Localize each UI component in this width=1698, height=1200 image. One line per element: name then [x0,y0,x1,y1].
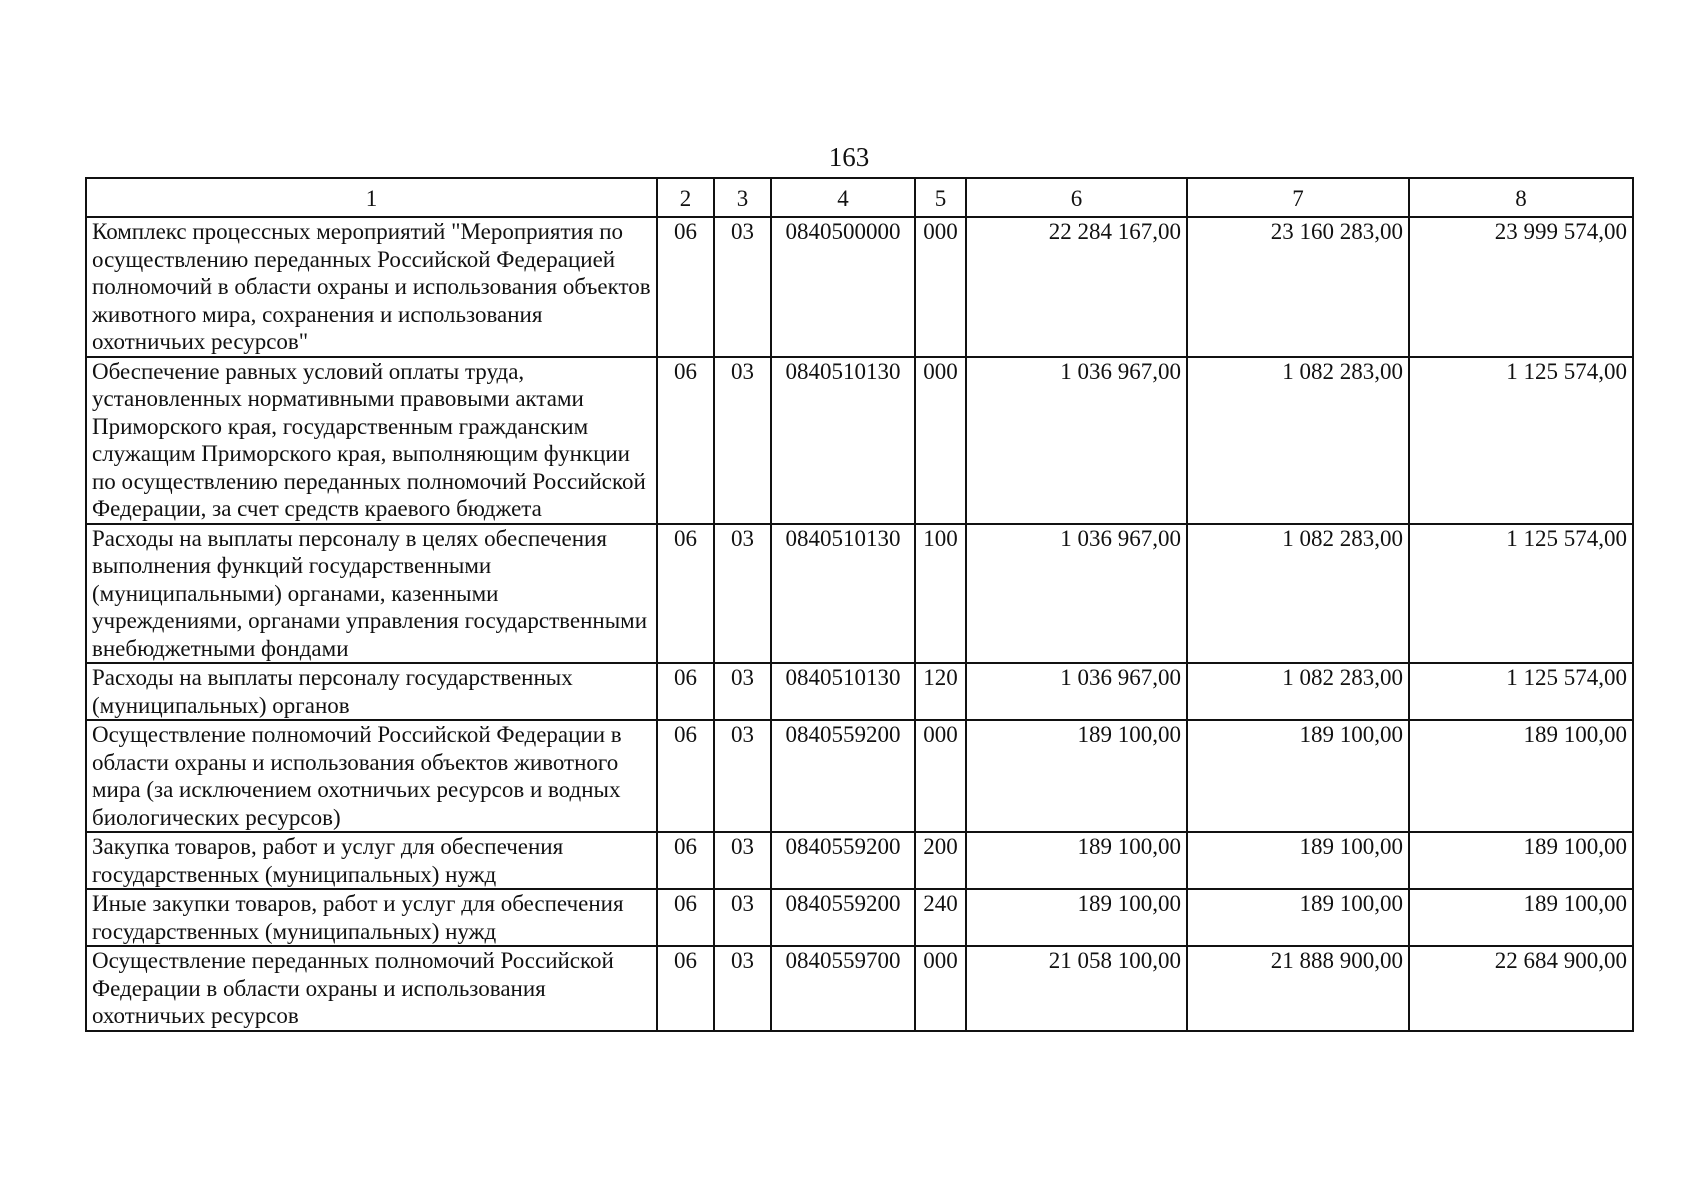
column-header: 4 [771,178,915,217]
row-description: Закупка товаров, работ и услуг для обеспечения государственных (муниципальных) нужд [86,832,657,889]
expense-type-code: 200 [915,832,966,889]
column-header: 3 [714,178,771,217]
section-code: 06 [657,889,714,946]
subsection-code: 03 [714,524,771,664]
expense-type-code: 000 [915,217,966,357]
section-code: 06 [657,720,714,832]
amount-column-8: 23 999 574,00 [1409,217,1633,357]
table-row [86,889,1633,946]
subsection-code: 03 [714,946,771,1031]
expense-type-code: 240 [915,889,966,946]
expense-type-code: 000 [915,720,966,832]
section-code: 06 [657,663,714,720]
amount-column-7: 21 888 900,00 [1187,946,1409,1031]
subsection-code: 03 [714,889,771,946]
amount-column-8: 189 100,00 [1409,720,1633,832]
expense-type-code: 000 [915,946,966,1031]
column-header: 5 [915,178,966,217]
amount-column-7: 23 160 283,00 [1187,217,1409,357]
column-header: 7 [1187,178,1409,217]
expense-type-code: 120 [915,663,966,720]
budget-table [85,177,1634,1032]
amount-column-8: 1 125 574,00 [1409,524,1633,664]
target-article-code: 0840559200 [771,720,915,832]
amount-column-8: 22 684 900,00 [1409,946,1633,1031]
amount-column-7: 1 082 283,00 [1187,663,1409,720]
amount-column-6: 22 284 167,00 [966,217,1187,357]
target-article-code: 0840500000 [771,217,915,357]
header-row [86,178,1633,217]
row-description: Расходы на выплаты персоналу в целях обеспечения выполнения функций государственными (муниципальными) органами, казенными учреждениями, органами управления государственными внебюджетными фондами [86,524,657,664]
amount-column-6: 189 100,00 [966,720,1187,832]
amount-column-8: 189 100,00 [1409,832,1633,889]
amount-column-7: 189 100,00 [1187,889,1409,946]
column-header: 8 [1409,178,1633,217]
subsection-code: 03 [714,720,771,832]
column-header: 2 [657,178,714,217]
amount-column-6: 1 036 967,00 [966,663,1187,720]
section-code: 06 [657,832,714,889]
target-article-code: 0840510130 [771,663,915,720]
expense-type-code: 100 [915,524,966,664]
section-code: 06 [657,217,714,357]
expense-type-code: 000 [915,357,966,524]
target-article-code: 0840559700 [771,946,915,1031]
amount-column-8: 1 125 574,00 [1409,357,1633,524]
table-row [86,720,1633,832]
section-code: 06 [657,357,714,524]
amount-column-6: 189 100,00 [966,832,1187,889]
amount-column-6: 1 036 967,00 [966,357,1187,524]
amount-column-7: 189 100,00 [1187,832,1409,889]
subsection-code: 03 [714,663,771,720]
column-header: 6 [966,178,1187,217]
table-row [86,357,1633,524]
amount-column-6: 1 036 967,00 [966,524,1187,664]
target-article-code: 0840559200 [771,832,915,889]
section-code: 06 [657,524,714,664]
row-description: Иные закупки товаров, работ и услуг для обеспечения государственных (муниципальных) нужд [86,889,657,946]
section-code: 06 [657,946,714,1031]
row-description: Осуществление переданных полномочий Российской Федерации в области охраны и использования охотничьих ресурсов [86,946,657,1031]
row-description: Обеспечение равных условий оплаты труда, установленных нормативными правовыми актами Приморского края, государственным гражданским служащим Приморского края, выполняющим функции по осуществлению переданных полномочий Российской Федерации, за счет средств краевого бюджета [86,357,657,524]
table-row [86,946,1633,1031]
amount-column-7: 1 082 283,00 [1187,524,1409,664]
amount-column-8: 189 100,00 [1409,889,1633,946]
row-description: Расходы на выплаты персоналу государственных (муниципальных) органов [86,663,657,720]
table-row [86,217,1633,357]
amount-column-7: 1 082 283,00 [1187,357,1409,524]
table-row [86,524,1633,664]
amount-column-6: 189 100,00 [966,889,1187,946]
target-article-code: 0840510130 [771,524,915,664]
subsection-code: 03 [714,217,771,357]
column-header: 1 [86,178,657,217]
amount-column-6: 21 058 100,00 [966,946,1187,1031]
table-row [86,832,1633,889]
row-description: Осуществление полномочий Российской Федерации в области охраны и использования объектов животного мира (за исключением охотничьих ресурсов и водных биологических ресурсов) [86,720,657,832]
page-number: 163 [828,142,870,172]
target-article-code: 0840559200 [771,889,915,946]
subsection-code: 03 [714,357,771,524]
row-description: Комплекс процессных мероприятий "Мероприятия по осуществлению переданных Российской Федерацией полномочий в области охраны и использования объектов животного мира, сохранения и использования охотничьих ресурсов" [86,217,657,357]
subsection-code: 03 [714,832,771,889]
target-article-code: 0840510130 [771,357,915,524]
table-row [86,663,1633,720]
amount-column-7: 189 100,00 [1187,720,1409,832]
amount-column-8: 1 125 574,00 [1409,663,1633,720]
